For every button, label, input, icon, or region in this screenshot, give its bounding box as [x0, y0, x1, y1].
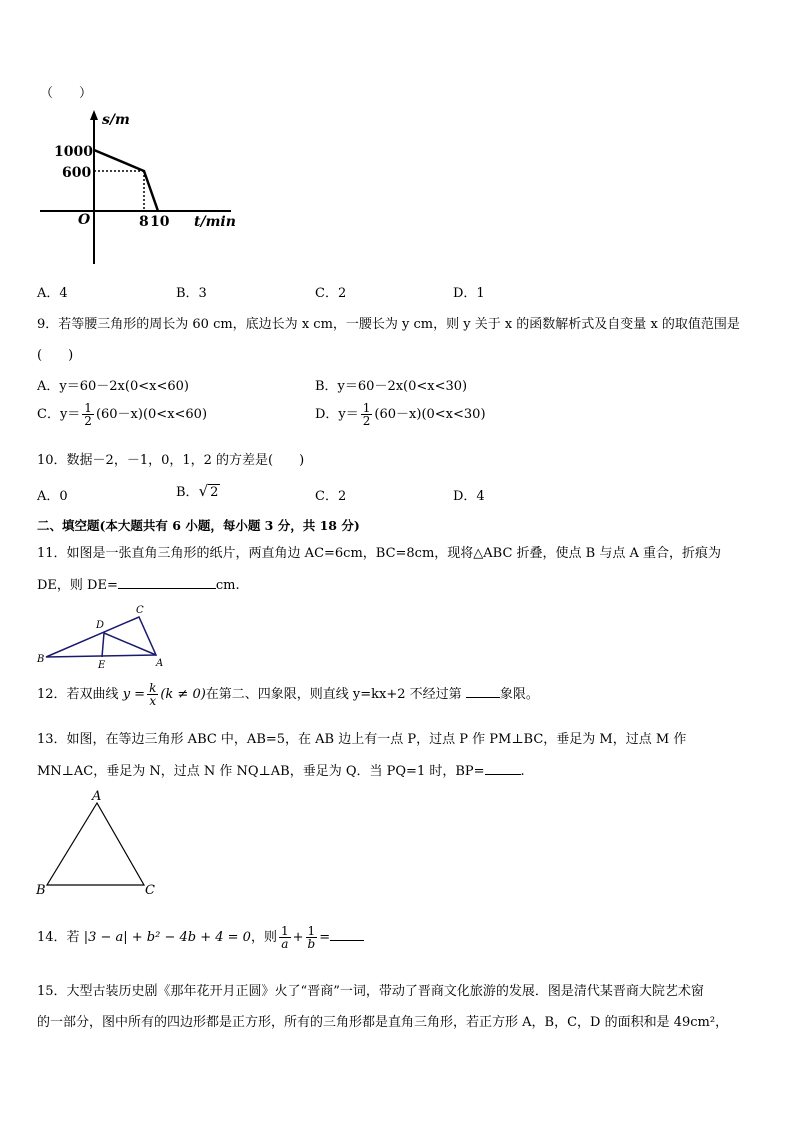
svg-text:C: C [145, 883, 155, 898]
graph-tick-10: 10 [150, 214, 170, 230]
graph-y-label: s/m [102, 112, 130, 128]
q9-option-a: A．y＝60－2x(0<x<60) [37, 379, 189, 394]
q8-option-b: B．3 [176, 286, 207, 301]
q11-line2: DE，则 DE= cm. [37, 578, 240, 593]
q9-option-b: B．y＝60－2x(0<x<30) [315, 379, 468, 394]
q11-triangle-figure [34, 602, 174, 672]
graph-tick-600: 600 [62, 165, 92, 181]
q8-option-c: C．2 [315, 286, 347, 301]
q12-line: 12．若双曲线 y = $\frac{k}{x}$ (k ≠ 0)在第二、四象限，则直线 y=kx+2 不经过第 象限。 [37, 681, 539, 708]
q12-answer-blank [466, 697, 500, 698]
q13-line2: MN⊥AC，垂足为 N，过点 N 作 NQ⊥AB，垂足为 Q．当 PQ=1 时，BP= . [37, 764, 525, 779]
q10-option-a: A．0 [37, 489, 68, 504]
q9-c-frac-den: 2 [84, 414, 92, 428]
svg-text:B: B [37, 654, 45, 665]
q13-equilateral-triangle [34, 788, 164, 898]
q9-option-d: D．y＝ $\frac{1}{2}$ (60－x)(0<x<30) [315, 401, 486, 428]
graph-x-label: t/min [194, 214, 236, 230]
graph-tick-1000: 1000 [54, 144, 93, 160]
q9-stem: 9．若等腰三角形的周长为 60 cm，底边长为 x cm，一腰长为 y cm，则 y 关于 x 的函数解析式及自变量 x 的取值范围是 [37, 317, 740, 332]
svg-text:D: D [96, 620, 105, 631]
q14-expression: |3 − a| + b² − 4b + 4 = 0 [83, 930, 251, 945]
q9-d-frac-den: 2 [362, 414, 371, 428]
q13-answer-blank [485, 774, 521, 775]
q10-option-d: D．4 [453, 489, 485, 504]
q11-answer-blank [118, 588, 216, 589]
q15-line2: 的一部分，图中所有的四边形都是正方形，所有的三角形都是直角三角形，若正方形 A，B，C，D 的面积和是 49cm²， [37, 1015, 729, 1030]
q13-line1: 13．如图，在等边三角形 ABC 中，AB=5，在 AB 边上有一点 P，过点 P 作 PM⊥BC，垂足为 M，过点 M 作 [37, 732, 687, 747]
svg-text:B: B [36, 883, 46, 898]
q8-option-d: D．1 [453, 286, 485, 301]
q10-option-c: C．2 [315, 489, 347, 504]
svg-text:A: A [92, 789, 102, 804]
q8-paren: （ ） [40, 86, 93, 101]
q15-line1: 15．大型古装历史剧《那年花开月正圆》火了“晋商”一词，带动了晋商文化旅游的发展．图是清代某晋商大院艺术窗 [37, 984, 704, 999]
graph-origin: O [78, 212, 91, 228]
q10-b-root: 2 [210, 485, 219, 500]
svg-text:C: C [136, 605, 144, 616]
q9-paren: ( ) [37, 348, 74, 363]
q12-frac-den: x [149, 694, 157, 708]
q14-line: 14．若 |3 − a| + b² − 4b + 4 = 0，则 $\frac{1}{a}$ + $\frac{1}{b}$ = [37, 925, 364, 950]
section-heading: 二、填空题(本大题共有 6 小题，每小题 3 分，共 18 分) [37, 518, 360, 533]
q9-c-frac-num: 1 [84, 401, 92, 415]
svg-text:E: E [98, 660, 106, 671]
q10-stem: 10．数据－2，－1，0，1，2 的方差是( ) [37, 453, 305, 468]
svg-text:A: A [156, 658, 164, 669]
graph-tick-8: 8 [139, 214, 149, 230]
q8-distance-time-graph [36, 106, 246, 268]
q14-answer-blank [330, 940, 364, 941]
q9-option-c: C．y＝ $\frac{1}{2}$ (60－x)(0<x<60) [37, 401, 208, 428]
q11-line1: 11．如图是一张直角三角形的纸片，两直角边 AC=6cm，BC=8cm，现将△ABC 折叠，使点 B 与点 A 重合，折痕为 [37, 546, 722, 561]
q8-option-a: A．4 [37, 286, 68, 301]
q9-d-frac-num: 1 [362, 401, 371, 415]
q12-frac-num: k [149, 681, 157, 695]
q10-option-b: B．√ 2 [176, 482, 219, 500]
